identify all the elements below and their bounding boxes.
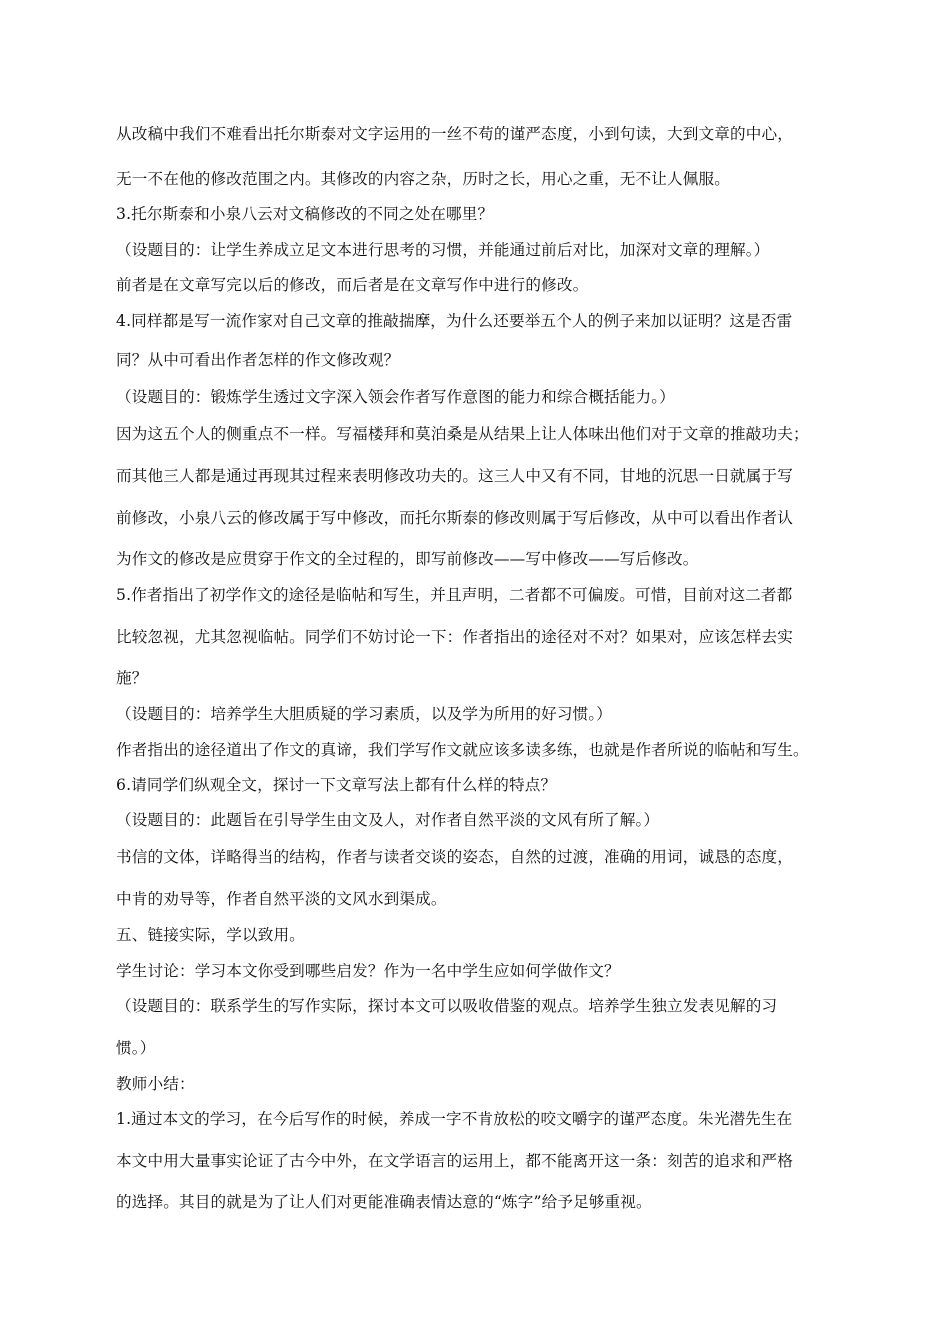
question-6: 6.请同学们纵观全文，探讨一下文章写法上都有什么样的特点？ bbox=[116, 776, 557, 794]
question-5-cont: 比较忽视，尤其忽视临帖。同学们不妨讨论一下：作者指出的途径对不对？如果对，应该怎样去实 bbox=[116, 628, 793, 646]
summary-point-1-cont: 的选择。其目的就是为了让人们对更能准确表情达意的“炼字”给予足够重视。 bbox=[116, 1193, 652, 1211]
answer-line: 中肯的劝导等，作者自然平淡的文风水到渠成。 bbox=[116, 890, 447, 908]
design-purpose-note: （设题目的：培养学生大胆质疑的学习素质，以及学为所用的好习惯。） bbox=[116, 705, 613, 723]
design-purpose-note-cont: 惯。） bbox=[116, 1039, 156, 1057]
answer-line: 前者是在文章写完以后的修改，而后者是在文章写作中进行的修改。 bbox=[116, 276, 589, 294]
question-4-cont: 同？从中可看出作者怎样的作文修改观？ bbox=[116, 351, 400, 369]
answer-line: 前修改，小泉八云的修改属于写中修改，而托尔斯泰的修改则属于写后修改，从中可以看出作者认 bbox=[116, 509, 793, 527]
question-4: 4.同样都是写一流作家对自己文章的推敲揣摩，为什么还要举五个人的例子来加以证明？这是否雷 bbox=[116, 312, 793, 330]
question-5-cont: 施？ bbox=[116, 669, 148, 687]
design-purpose-note: （设题目的：此题旨在引导学生由文及人，对作者自然平淡的文风有所了解。） bbox=[116, 811, 660, 829]
design-purpose-note: （设题目的：联系学生的写作实际，探讨本文可以吸收借鉴的观点。培养学生独立发表见解的习 bbox=[116, 997, 778, 1015]
teacher-summary-heading: 教师小结： bbox=[116, 1075, 195, 1093]
summary-point-1: 1.通过本文的学习，在今后写作的时候，养成一字不肯放松的咬文嚼字的谨严态度。朱光潜先生在 bbox=[116, 1110, 793, 1128]
answer-line: 为作文的修改是应贯穿于作文的全过程的，即写前修改——写中修改——写后修改。 bbox=[116, 550, 699, 568]
text-line: 无一不在他的修改范围之内。其修改的内容之杂，历时之长，用心之重，无不让人佩服。 bbox=[116, 170, 731, 188]
answer-line: 作者指出的途径道出了作文的真谛，我们学写作文就应该多读多练，也就是作者所说的临帖和写生。 bbox=[116, 741, 809, 759]
answer-line: 书信的文体，详略得当的结构，作者与读者交谈的姿态，自然的过渡，准确的用词，诚恳的态度， bbox=[116, 848, 793, 866]
text-line: 从改稿中我们不难看出托尔斯泰对文字运用的一丝不苟的谨严态度，小到句读，大到文章的中心， bbox=[116, 125, 793, 143]
design-purpose-note: （设题目的：让学生养成立足文本进行思考的习惯，并能通过前后对比，加深对文章的理解。） bbox=[116, 241, 770, 259]
answer-line: 因为这五个人的侧重点不一样。写福楼拜和莫泊桑是从结果上让人体味出他们对于文章的推敲功夫； bbox=[116, 425, 809, 443]
question-5: 5.作者指出了初学作文的途径是临帖和写生，并且声明，二者都不可偏废。可惜，目前对这二者都 bbox=[116, 586, 793, 604]
answer-line: 而其他三人都是通过再现其过程来表明修改功夫的。这三人中又有不同，甘地的沉思一日就属于写 bbox=[116, 467, 793, 485]
question-3: 3.托尔斯泰和小泉八云对文稿修改的不同之处在哪里？ bbox=[116, 205, 494, 223]
section-heading: 五、链接实际，学以致用。 bbox=[116, 926, 305, 944]
summary-point-1-cont: 本文中用大量事实论证了古今中外，在文学语言的运用上，都不能离开这一条：刻苦的追求和严格 bbox=[116, 1152, 793, 1170]
design-purpose-note: （设题目的：锻炼学生透过文字深入领会作者写作意图的能力和综合概括能力。） bbox=[116, 388, 675, 406]
discussion-line: 学生讨论：学习本文你受到哪些启发？作为一名中学生应如何学做作文？ bbox=[116, 962, 620, 980]
